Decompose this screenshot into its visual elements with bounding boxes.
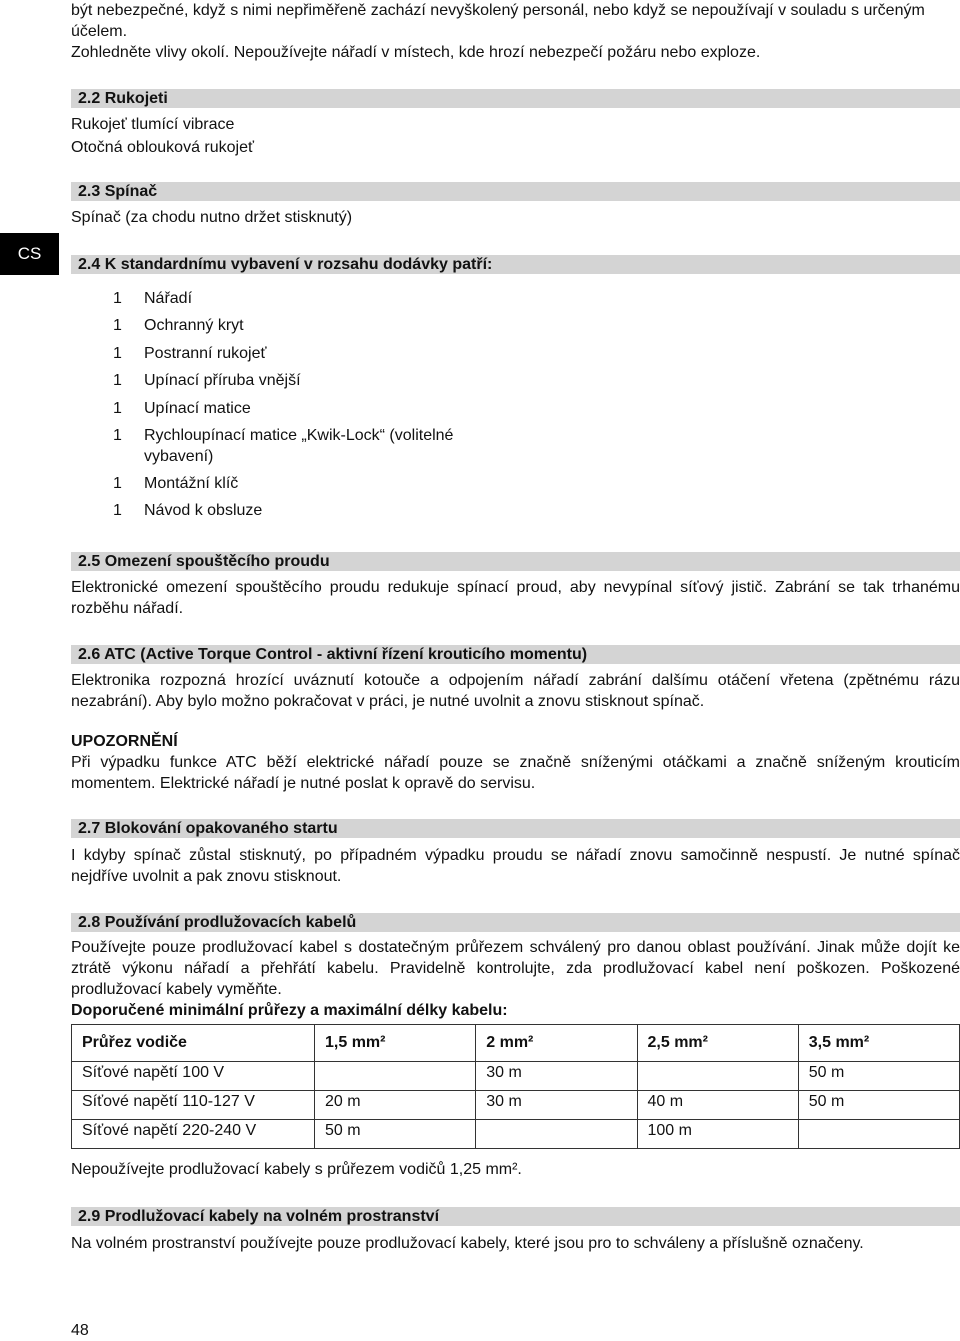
table-row — [72, 1062, 960, 1091]
table-header-cell: 2,5 mm² — [637, 1025, 798, 1062]
section-body-2-7: I kdyby spínač zůstal stisknutý, po případném výpadku proudu se nářadí znovu samočinně nespustí. Je nutné spínač nejdříve uvolnit a pak znovu stisknout. — [71, 847, 960, 885]
table-header-cell: Průřez vodiče — [72, 1025, 315, 1062]
table-cell: 50 m — [798, 1091, 959, 1120]
table-cell: 30 m — [476, 1091, 637, 1120]
table-cell: Síťové napětí 100 V — [72, 1062, 315, 1091]
intro-line-2: účelem. — [71, 23, 128, 40]
section-body-2-9: Na volném prostranství používejte pouze prodlužovací kabely, které jsou pro to schváleny a příslušně označeny. — [71, 1235, 864, 1252]
section-heading-2-3: 2.3 Spínač — [71, 182, 960, 201]
table-cell: 20 m — [315, 1091, 476, 1120]
table-title: Doporučené minimální průřezy a maximální délky kabelu: — [71, 1002, 508, 1019]
intro-line-1: být nebezpečné, když s nimi nepřiměřeně zachází nevyškolený personál, nebo když se nepoužívají v souladu s určeným — [71, 2, 925, 19]
notice-body: Při výpadku funkce ATC běží elektrické nářadí pouze se značně sníženými otáčkami a značně sníženým krouticím momentem. Elektrické nářadí je nutné poslat k opravě do servisu. — [71, 754, 960, 792]
section-heading-2-2: 2.2 Rukojeti — [71, 89, 960, 108]
table-cell: 50 m — [315, 1120, 476, 1149]
section-heading-2-6: 2.6 ATC (Active Torque Control - aktivní řízení krouticího momentu) — [71, 645, 960, 664]
section-heading-2-7: 2.7 Blokování opakovaného startu — [71, 819, 960, 838]
table-cell: Síťové napětí 110-127 V — [72, 1091, 315, 1120]
table-cell — [476, 1120, 637, 1149]
language-tab: CS — [0, 233, 59, 275]
table-row — [72, 1120, 960, 1149]
cable-note: Nepoužívejte prodlužovací kabely s průřezem vodičů 1,25 mm². — [71, 1161, 522, 1178]
handle-line-1: Rukojeť tlumící vibrace — [71, 116, 235, 133]
table-header-cell: 2 mm² — [476, 1025, 637, 1062]
section-body-2-8: Používejte pouze prodlužovací kabel s dostatečným průřezem schválený pro danou oblast používání. Jinak může dojít ke ztrátě výkonu nářadí a přehřátí kabelu. Pravidelně kontrolujte, zda prodlužovací kabel není poškozen. Poškozené prodlužovací kabely vyměňte. — [71, 939, 960, 998]
table-cell — [798, 1120, 959, 1149]
page-number: 48 — [71, 1322, 89, 1339]
table-cell: 30 m — [476, 1062, 637, 1091]
table-cell — [637, 1062, 798, 1091]
section-body-2-6: Elektronika rozpozná hrozící uváznutí kotouče a odpojením nářadí zabrání dalšímu otáčení vřetena (zpětnému rázu nezabrání). Aby bylo možno pokračovat v práci, je nutné uvolnit a znovu stisknout spínač. — [71, 672, 960, 710]
table-row — [72, 1091, 960, 1120]
notice-title: UPOZORNĚNÍ — [71, 733, 178, 750]
table-cell: 50 m — [798, 1062, 959, 1091]
intro-line-3: Zohledněte vlivy okolí. Nepoužívejte nářadí v místech, kde hrozí nebezpečí požáru nebo exploze. — [71, 44, 761, 61]
section-heading-2-5: 2.5 Omezení spouštěcího proudu — [71, 552, 960, 571]
table-cell: Síťové napětí 220-240 V — [72, 1120, 315, 1149]
section-heading-2-9: 2.9 Prodlužovací kabely na volném prostranství — [71, 1207, 960, 1226]
table-header-cell: 1,5 mm² — [315, 1025, 476, 1062]
section-body-2-5: Elektronické omezení spouštěcího proudu redukuje spínací proud, aby nevypínal síťový jistič. Zabrání se tak trhanému rozběhu nářadí. — [71, 579, 960, 617]
table-cell — [315, 1062, 476, 1091]
table-cell: 40 m — [637, 1091, 798, 1120]
table-cell: 100 m — [637, 1120, 798, 1149]
table-header-cell: 3,5 mm² — [798, 1025, 959, 1062]
handle-line-2: Otočná oblouková rukojeť — [71, 139, 254, 156]
section-heading-2-8: 2.8 Používání prodlužovacích kabelů — [71, 913, 960, 932]
switch-line: Spínač (za chodu nutno držet stisknutý) — [71, 209, 353, 226]
section-heading-2-4: 2.4 K standardnímu vybavení v rozsahu dodávky patří: — [71, 255, 960, 274]
cable-table — [71, 1024, 960, 1149]
table-header-row — [72, 1025, 960, 1062]
